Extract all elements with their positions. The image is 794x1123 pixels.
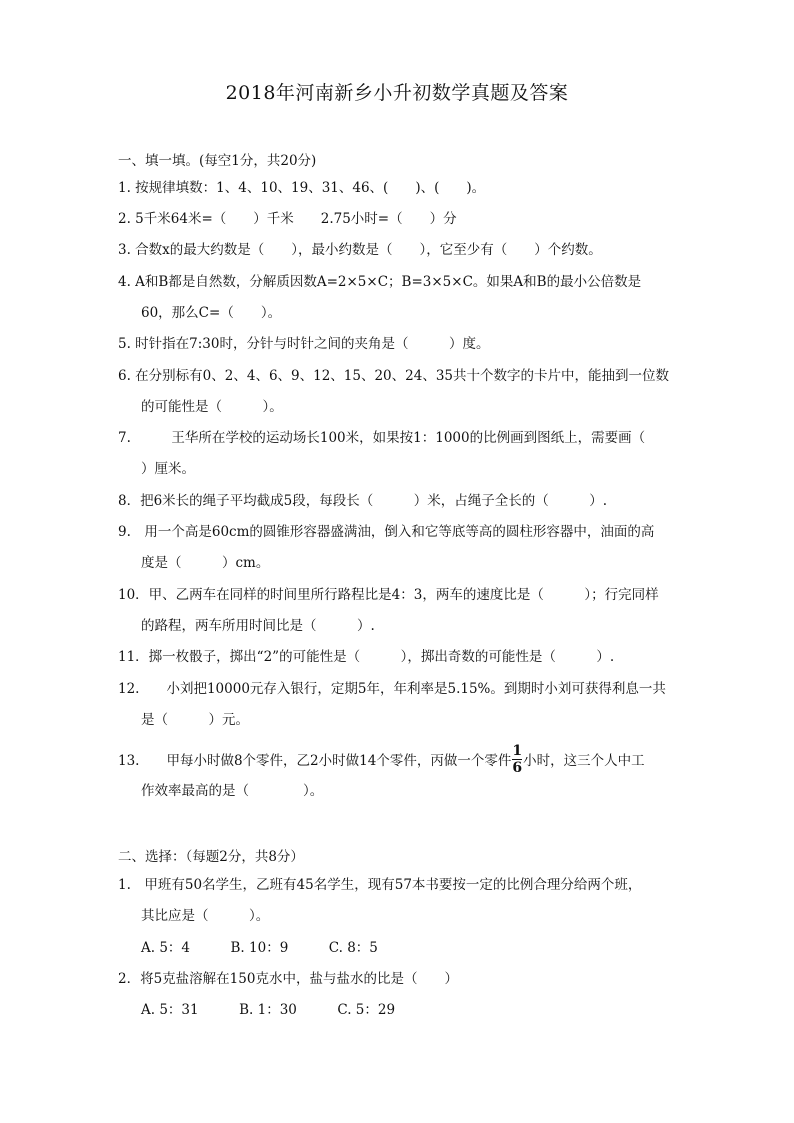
q13-text-before: 13. 甲每小时做8个零件，乙2小时做14个零件，丙做一个零件 <box>118 753 512 769</box>
choice-q2-options: A. 5：31 B. 1：30 C. 5：29 <box>141 1002 396 1018</box>
q3-line: 3. 合数x的最大约数是（ ），最小约数是（ ），它至少有（ ）个约数。 <box>118 242 602 258</box>
q7-line-1: 7. 王华所在学校的运动场长100米，如果按1：1000的比例画到图纸上，需要画（ <box>118 430 646 446</box>
q9-line-1: 9. 用一个高是60cm的圆锥形容器盛满油，倒入和它等底等高的圆柱形容器中，油面的高 <box>118 524 655 540</box>
q12-line-1: 12. 小刘把10000元存入银行，定期5年，年利率是5.15%。到期时小刘可获得利息一共 <box>118 681 666 697</box>
q13-line-2: 作效率最高的是（ ）。 <box>141 783 324 799</box>
section-2-heading: 二、选择：（每题2分，共8分） <box>118 849 304 865</box>
choice-q1-options: A. 5：4 B. 10：9 C. 8：5 <box>141 940 378 956</box>
q9-line-2: 度是（ ）cm。 <box>141 555 270 571</box>
q11-line: 11．掷一枚骰子，掷出“2”的可能性是（ ），掷出奇数的可能性是（ ）. <box>118 649 615 665</box>
q4-line-1: 4. A和B都是自然数，分解质因数A=2×5×C；B=3×5×C。如果A和B的最小公倍数是 <box>118 274 642 290</box>
choice-q1-line-2: 其比应是（ ）。 <box>141 908 270 924</box>
choice-q2-line: 2．将5克盐溶解在150克水中，盐与盐水的比是（ ） <box>118 971 458 987</box>
q10-line-2: 的路程，两车所用时间比是（ ）. <box>141 618 375 634</box>
q4-line-2: 60，那么C=（ ）。 <box>141 305 282 321</box>
q10-line-1: 10．甲、乙两车在同样的时间里所行路程比是4：3，两车的速度比是（ ）；行完同样 <box>118 587 659 603</box>
section-1-heading: 一、填一填。(每空1分，共20分) <box>118 153 317 169</box>
q13-text-after: 小时，这三个人中工 <box>523 753 645 769</box>
q6-line-1: 6. 在分别标有0、2、4、6、9、12、15、20、24、35共十个数字的卡片中，能抽到一位数 <box>118 368 670 384</box>
q12-line-2: 是（ ）元。 <box>141 712 249 728</box>
q1-line: 1. 按规律填数：1、4、10、19、31、46、( )、( )。 <box>118 180 486 196</box>
choice-q1-line-1: 1. 甲班有50名学生，乙班有45名学生，现有57本书要按一定的比例合理分给两个班， <box>118 877 642 893</box>
q13-line-1 <box>118 743 645 777</box>
fraction-numerator: 1 <box>512 743 523 759</box>
q7-line-2: ）厘米。 <box>141 461 195 477</box>
q2-line: 2. 5千米64米=（ ）千米 2.75小时=（ ）分 <box>118 211 457 227</box>
one-sixth-fraction <box>512 744 522 775</box>
q6-line-2: 的可能性是（ ）。 <box>141 399 283 415</box>
q8-line: 8．把6米长的绳子平均截成5段，每段长（ ）米，占绳子全长的（ ）. <box>118 493 608 509</box>
document-title: 2018年河南新乡小升初数学真题及答案 <box>225 82 569 104</box>
fraction-denominator: 6 <box>512 760 523 776</box>
q5-line: 5. 时针指在7:30时，分针与时针之间的夹角是（ ）度。 <box>118 336 490 352</box>
